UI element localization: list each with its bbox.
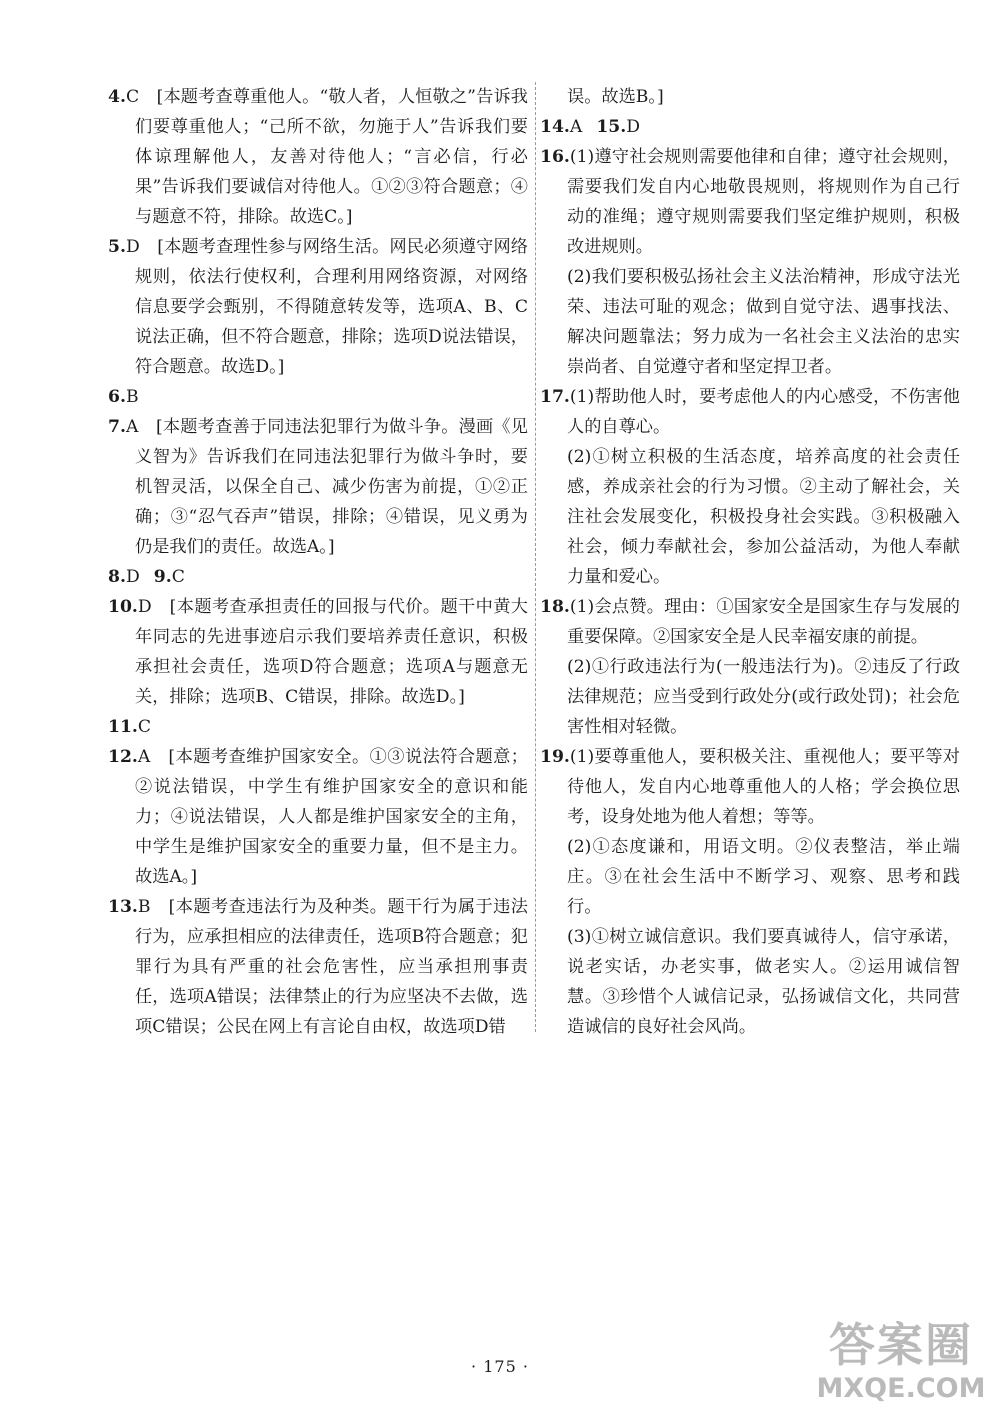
answer-text: (1)要尊重他人，要积极关注、重视他人；要平等对待他人，发自内心地尊重他人的人格；学会换位思考，设身处地为他人着想；等等。: [567, 747, 960, 827]
answer-12: [108, 742, 528, 892]
question-number: 6.: [108, 387, 126, 407]
question-number: 12.: [108, 747, 138, 767]
answer-17-part-2: (2)①树立积极的生活态度，培养高度的社会责任感，养成亲社会的行为习惯。②主动了解社会，关注社会发展变化，积极投身社会实践。③积极融入社会，倾力奉献社会，参加公益活动，为他人奉献力量和爱心。: [567, 447, 960, 587]
page-number: · 175 ·: [471, 1357, 529, 1376]
answer-text: B: [125, 387, 139, 407]
answer-text: B [本题考查违法行为及种类。题干行为属于违法行为，应承担相应的法律责任，选项B符合题意；犯罪行为具有严重的社会危害性，应当承担刑事责任，选项A错误；法律禁止的行为应坚决不去做，选项C错误；公民在网上有言论自由权，故选项D错: [135, 897, 528, 1037]
answer-18-part-2: (2)①行政违法行为(一般违法行为)。②违反了行政法律规范；应当受到行政处分(或行政处罚)；社会危害性相对轻微。: [567, 657, 960, 737]
answer-13: [108, 892, 528, 1042]
answer-16-part-1: [540, 142, 960, 262]
answer-13-continuation: 误。故选B。]: [567, 87, 664, 107]
answer-11: [108, 712, 528, 742]
watermark-cn-text: 答案圈: [829, 1318, 973, 1372]
answer-19-part-2: (2)①态度谦和，用语文明。②仪表整洁，举止端庄。③在社会生活中不断学习、观察、思考和践行。: [567, 837, 960, 917]
answer-7: [108, 412, 528, 562]
answer-19-part-1: [540, 742, 960, 832]
question-number: 19.: [540, 747, 570, 767]
answer-4: [108, 82, 528, 232]
question-number: 7.: [108, 417, 126, 437]
question-number: 16.: [540, 147, 570, 167]
answer-text: C: [171, 567, 185, 587]
question-number: 13.: [108, 897, 138, 917]
answer-text: C: [137, 717, 152, 737]
answer-text: D [本题考查理性参与网络生活。网民必须遵守网络规则，依法行使权利，合理利用网络资源，对网络信息要学会甄别，不得随意转发等，选项A、B、C说法正确，但不符合题意，排除；选项D说法错误，符合题意。故选D。]: [125, 237, 528, 377]
answer-19-part-3: (3)①树立诚信意识。我们要真诚待人，信守承诺，说老实话，办老实事，做老实人。②运用诚信智慧。③珍惜个人诚信记录，弘扬诚信文化，共同营造诚信的良好社会风尚。: [567, 927, 960, 1037]
answer-text: (1)会点赞。理由：①国家安全是国家生存与发展的重要保障。②国家安全是人民幸福安康的前提。: [567, 597, 960, 647]
question-number: 4.: [108, 87, 126, 107]
question-number: 5.: [108, 237, 126, 257]
answer-text: (1)遵守社会规则需要他律和自律；遵守社会规则，需要我们发自内心地敬畏规则，将规则作为自己行动的准绳；遵守规则需要我们坚定维护规则，积极改进规则。: [567, 147, 960, 257]
question-number: 9.: [153, 567, 172, 587]
answer-18-part-1: [540, 592, 960, 652]
watermark-en-text: MXQE.COM: [816, 1373, 986, 1404]
answer-16-part-2: (2)我们要积极弘扬社会主义法治精神，形成守法光荣、违法可耻的观念；做到自觉守法、遇事找法、解决问题靠法；努力成为一名社会主义法治的忠实崇尚者、自觉遵守者和坚定捍卫者。: [567, 267, 960, 377]
answer-5: [108, 232, 528, 382]
answer-8-9: [108, 562, 528, 592]
question-number: 10.: [108, 597, 138, 617]
question-number: 14.: [540, 117, 570, 137]
question-number: 18.: [540, 597, 570, 617]
answer-text: D [本题考查承担责任的回报与代价。题干中黄大年同志的先进事迹启示我们要培养责任意识，积极承担社会责任，选项D符合题意；选项A与题意无关，排除；选项B、C错误，排除。故选D。]: [135, 597, 528, 707]
answer-6: [108, 382, 528, 412]
right-column: [540, 82, 960, 1042]
answer-text: A [本题考查善于同违法犯罪行为做斗争。漫画《见义智为》告诉我们在同违法犯罪行为做斗争时，要机智灵活，以保全自己、减少伤害为前提，①②正确；③“忍气吞声”错误，排除；④错误，见义勇为仍是我们的责任。故选A。]: [125, 417, 528, 557]
answer-text: A: [569, 117, 583, 137]
answer-17-part-1: [540, 382, 960, 442]
answer-text: D: [626, 117, 641, 137]
question-number: 17.: [540, 387, 570, 407]
answer-14-15: [540, 112, 960, 142]
left-column: [108, 82, 528, 1042]
answer-text: D: [125, 567, 140, 587]
answer-text: A [本题考查维护国家安全。①③说法符合题意；②说法错误，中学生有维护国家安全的意识和能力；④说法错误，人人都是维护国家安全的主角，中学生是维护国家安全的重要力量，但不是主力。故选A。]: [135, 747, 528, 887]
question-number: 8.: [108, 567, 126, 587]
answer-text: (1)帮助他人时，要考虑他人的内心感受，不伤害他人的自尊心。: [567, 387, 960, 437]
answer-10: [108, 592, 528, 712]
question-number: 11.: [108, 717, 138, 737]
question-number: 15.: [596, 117, 627, 137]
column-divider: [535, 82, 536, 1032]
answer-text: C [本题考查尊重他人。“敬人者，人恒敬之”告诉我们要尊重他人；“己所不欲，勿施于人”告诉我们要体谅理解他人，友善对待他人；“言必信，行必果”告诉我们要诚信对待他人。①②③符合题意；④与题意不符，排除。故选C。]: [125, 87, 528, 227]
watermark-logo: [808, 1318, 994, 1410]
